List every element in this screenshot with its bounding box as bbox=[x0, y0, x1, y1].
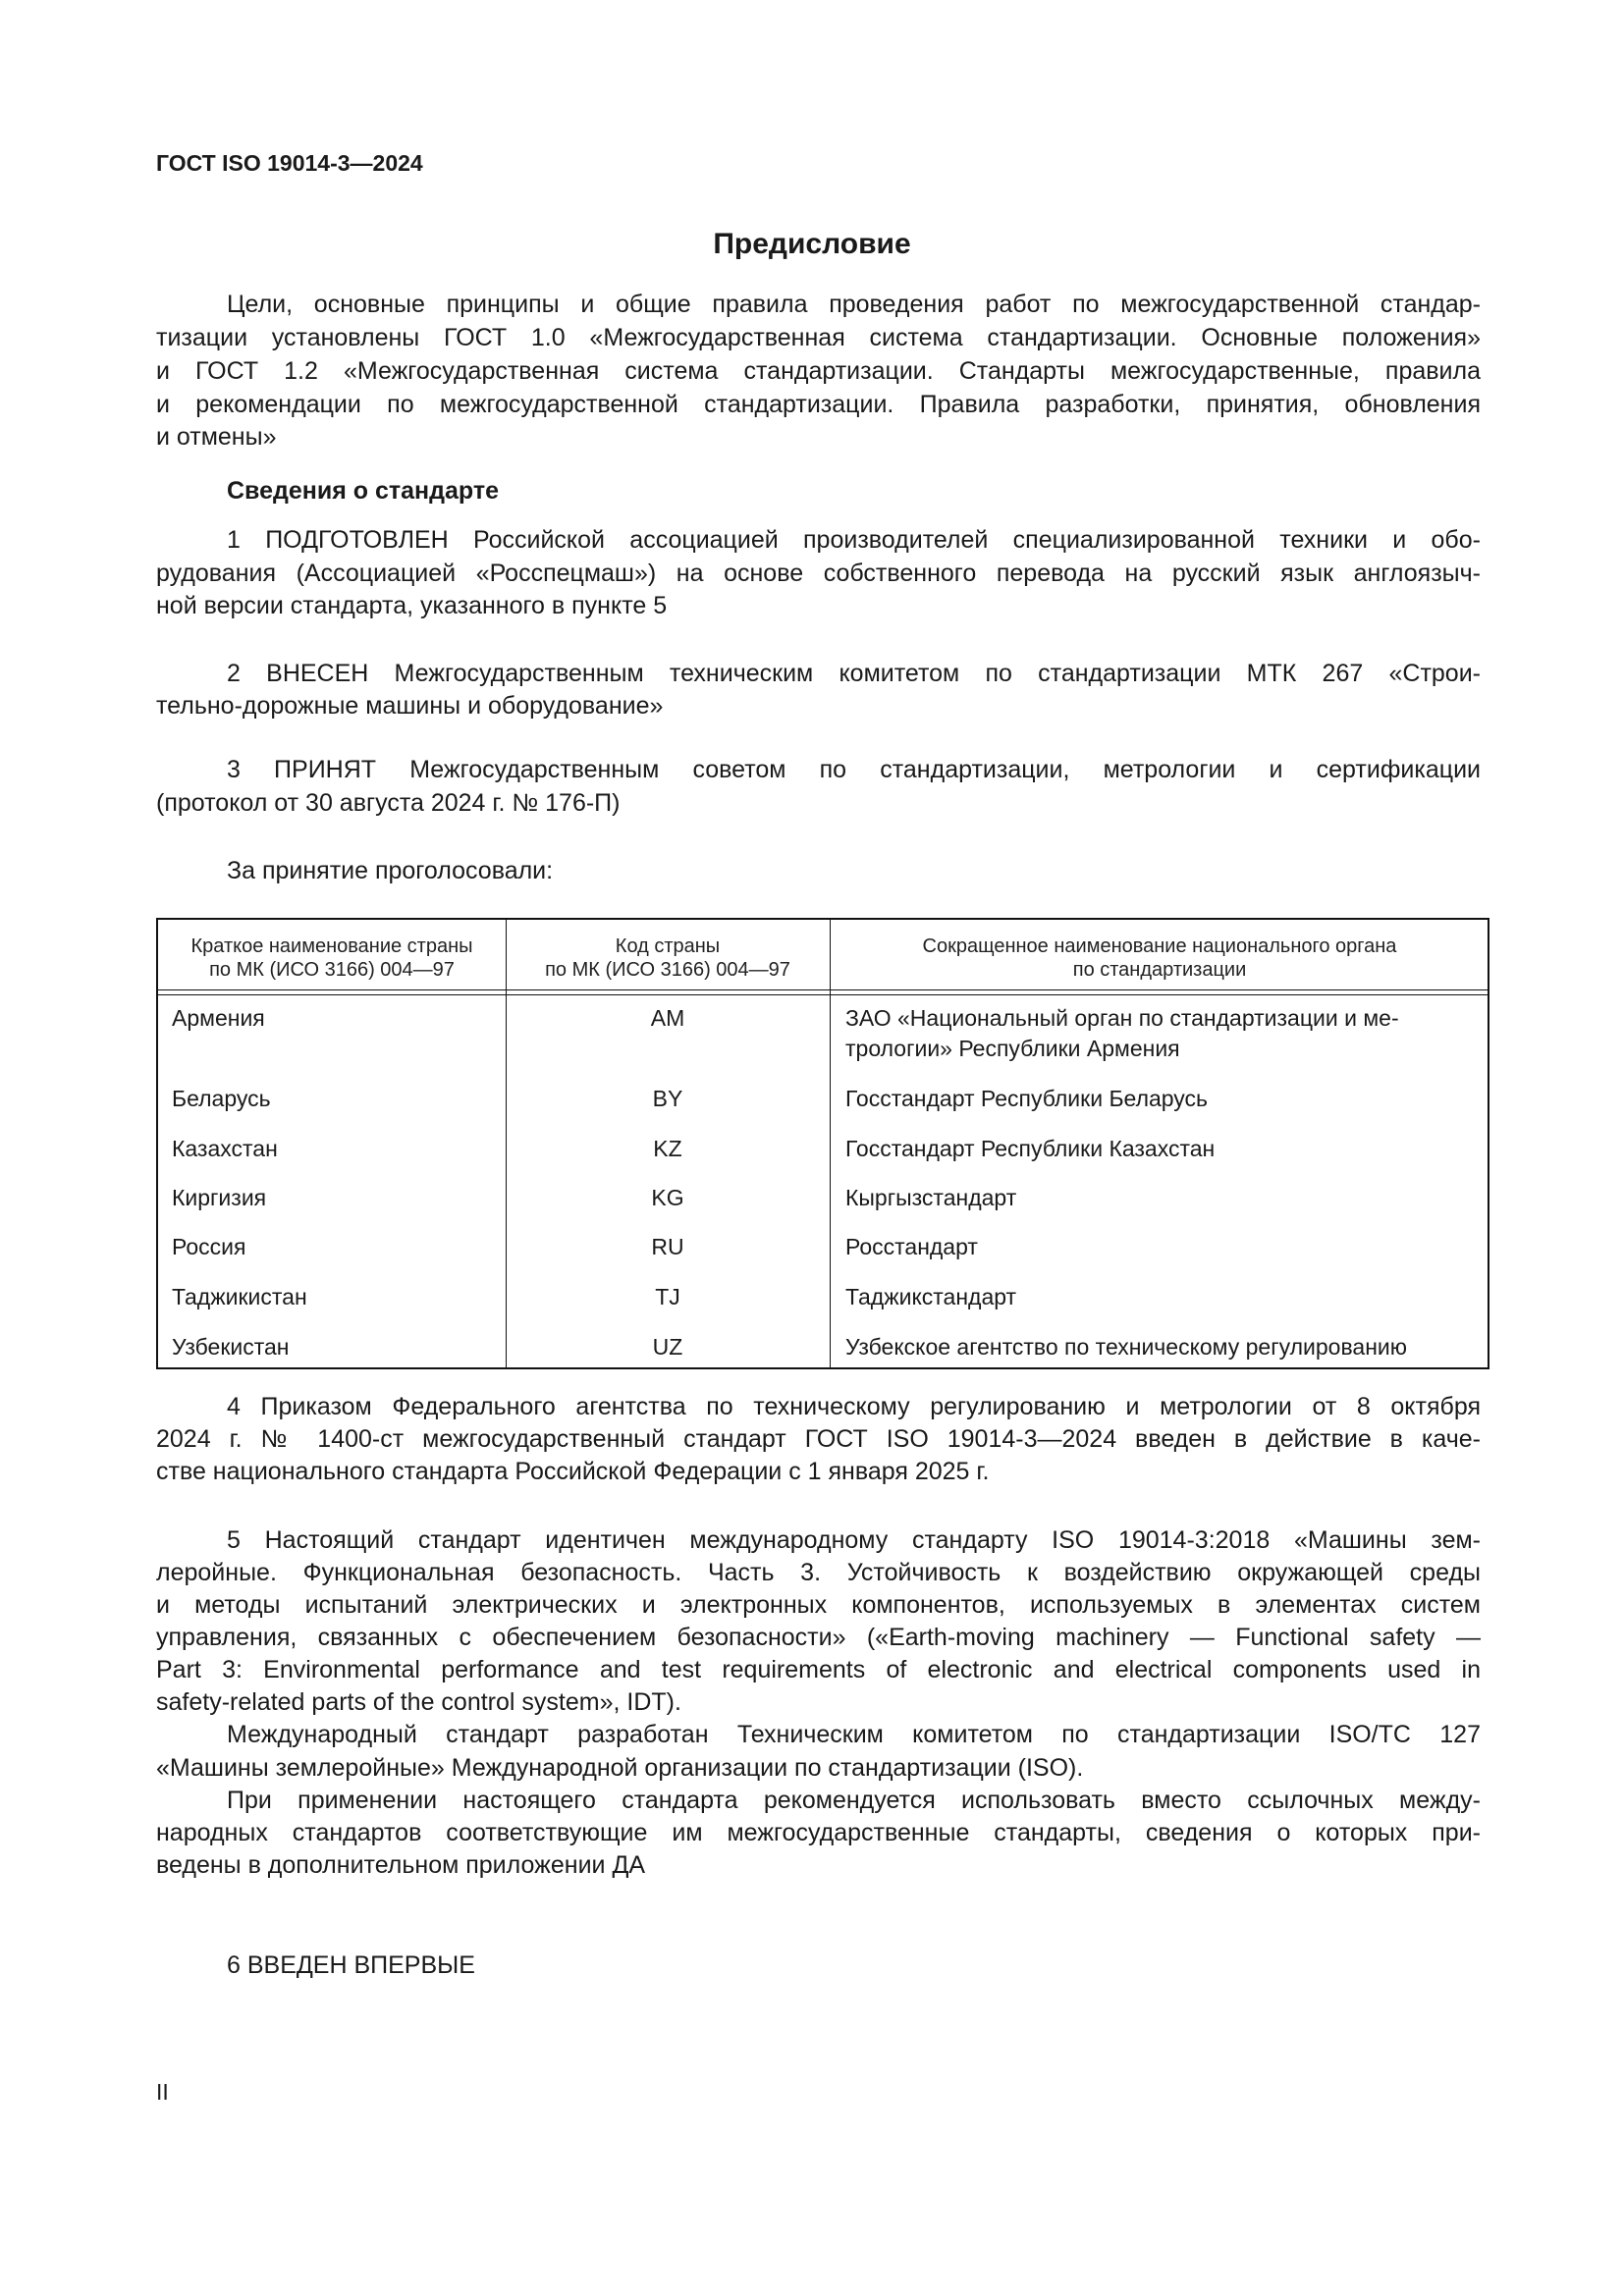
table-cell-country: Таджикистан bbox=[172, 1284, 307, 1309]
item5-rec-line: При применении настоящего стандарта рекомендуется использовать вместо ссылочных между- bbox=[227, 1787, 1481, 1814]
item4-line: 2024 г. № 1400-ст межгосударственный стандарт ГОСТ ISO 19014-3—2024 введен в действие в каче- bbox=[156, 1425, 1481, 1453]
item5-line: safety-related parts of the control system», IDT). bbox=[156, 1688, 681, 1716]
table-cell-body: Госстандарт Республики Беларусь bbox=[845, 1086, 1209, 1111]
item6-line: 6 ВВЕДЕН ВПЕРВЫЕ bbox=[227, 1951, 475, 1979]
page-title: Предисловие bbox=[713, 228, 911, 260]
table-cell-code: TJ bbox=[655, 1284, 680, 1309]
item3-line: (протокол от 30 августа 2024 г. № 176-П) bbox=[156, 789, 621, 817]
table-cell-code: UZ bbox=[652, 1334, 683, 1360]
table-header-cell: по МК (ИСО 3166) 004—97 bbox=[545, 959, 790, 981]
item3-line: 3 ПРИНЯТ Межгосударственным советом по стандартизации, метрологии и сертификации bbox=[227, 756, 1481, 783]
item5-line: леройные. Функциональная безопасность. Часть 3. Устойчивость к воздействию окружающей среды bbox=[156, 1559, 1481, 1586]
header-divider bbox=[158, 989, 1488, 990]
item5-line: 5 Настоящий стандарт идентичен международному стандарту ISO 19014-3:2018 «Машины зем- bbox=[227, 1526, 1481, 1554]
voting-table bbox=[156, 918, 1489, 1369]
table-cell-body: трологии» Республики Армения bbox=[845, 1036, 1180, 1061]
table-cell-country: Казахстан bbox=[172, 1136, 278, 1161]
table-header-cell: по МК (ИСО 3166) 004—97 bbox=[209, 959, 455, 981]
section-heading: Сведения о стандарте bbox=[227, 477, 500, 505]
document-id-header: ГОСТ ISO 19014-3—2024 bbox=[156, 150, 423, 176]
table-cell-code: RU bbox=[651, 1234, 684, 1259]
item2-line: 2 ВНЕСЕН Межгосударственным техническим комитетом по стандартизации МТК 267 «Строи- bbox=[227, 660, 1481, 687]
table-cell-body: Кыргызстандарт bbox=[845, 1185, 1017, 1210]
item5-line: Part 3: Environmental performance and test requirements of electronic and electrical components used in bbox=[156, 1656, 1481, 1683]
item5-line: управления, связанных с обеспечением безопасности» («Earth-moving machinery — Functional safety — bbox=[156, 1624, 1481, 1651]
preface-line: и рекомендации по межгосударственной стандартизации. Правила разработки, принятия, обновления bbox=[156, 391, 1481, 418]
preface-line: Цели, основные принципы и общие правила проведения работ по межгосударственной стандар- bbox=[227, 291, 1481, 318]
table-header-cell: Краткое наименование страны bbox=[190, 935, 473, 957]
item5-line: и методы испытаний электрических и электронных компонентов, используемых в элементах систем bbox=[156, 1591, 1481, 1619]
table-cell-body: ЗАО «Национальный орган по стандартизации и ме- bbox=[845, 1005, 1399, 1031]
item5-rec-line: ведены в дополнительном приложении ДА bbox=[156, 1851, 646, 1879]
table-cell-country: Киргизия bbox=[172, 1185, 267, 1210]
preface-line: тизации установлены ГОСТ 1.0 «Межгосударственная система стандартизации. Основные положения» bbox=[156, 324, 1481, 351]
voted-line: За принятие проголосовали: bbox=[227, 857, 554, 884]
preface-line: и отмены» bbox=[156, 423, 277, 451]
table-cell-code: KZ bbox=[653, 1136, 682, 1161]
item1-line: 1 ПОДГОТОВЛЕН Российской ассоциацией производителей специализированной техники и обо- bbox=[227, 526, 1481, 554]
table-cell-country: Узбекистан bbox=[172, 1334, 290, 1360]
item5-rec-line: народных стандартов соответствующие им межгосударственные стандарты, сведения о которых при- bbox=[156, 1819, 1481, 1846]
item4-line: стве национального стандарта Российской Федерации с 1 января 2025 г. bbox=[156, 1458, 990, 1485]
table-cell-body: Росстандарт bbox=[845, 1234, 978, 1259]
item2-line: тельно-дорожные машины и оборудование» bbox=[156, 692, 664, 720]
table-cell-code: KG bbox=[651, 1185, 684, 1210]
table-cell-country: Беларусь bbox=[172, 1086, 271, 1111]
table-cell-country: Армения bbox=[172, 1005, 265, 1031]
table-header-cell: по стандартизации bbox=[1072, 959, 1247, 981]
table-header-cell: Сокращенное наименование национального органа bbox=[922, 935, 1397, 957]
table-cell-body: Таджикстандарт bbox=[845, 1284, 1017, 1309]
table-cell-body: Узбекское агентство по техническому регулированию bbox=[845, 1334, 1408, 1360]
preface-line: и ГОСТ 1.2 «Межгосударственная система стандартизации. Стандарты межгосударственные, правила bbox=[156, 357, 1481, 385]
table-cell-code: AM bbox=[650, 1005, 685, 1031]
header-divider bbox=[158, 994, 1488, 995]
table-cell-body: Госстандарт Республики Казахстан bbox=[845, 1136, 1216, 1161]
item5-dev-line: Международный стандарт разработан Техническим комитетом по стандартизации ISO/TC 127 bbox=[227, 1721, 1481, 1748]
table-cell-country: Россия bbox=[172, 1234, 246, 1259]
item1-line: рудования (Ассоциацией «Росспецмаш») на основе собственного перевода на русский язык англоязыч- bbox=[156, 560, 1481, 587]
column-divider bbox=[830, 920, 831, 1367]
item1-line: ной версии стандарта, указанного в пункте 5 bbox=[156, 592, 668, 619]
item5-dev-line: «Машины землеройные» Международной организации по стандартизации (ISO). bbox=[156, 1754, 1084, 1782]
item4-line: 4 Приказом Федерального агентства по техническому регулированию и метрологии от 8 октября bbox=[227, 1393, 1481, 1420]
table-cell-code: BY bbox=[652, 1086, 683, 1111]
table-header-cell: Код страны bbox=[615, 935, 721, 957]
page-number: II bbox=[156, 2079, 169, 2105]
